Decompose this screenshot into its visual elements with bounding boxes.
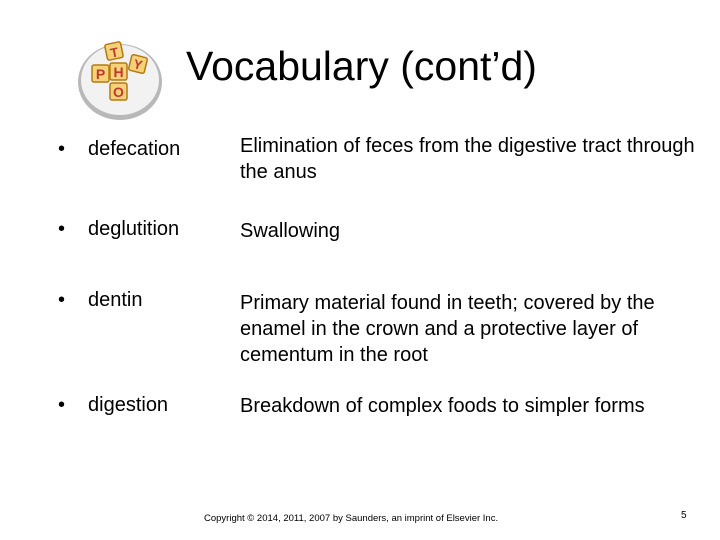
vocab-definition: Elimination of feces from the digestive tract through the anus (240, 135, 695, 183)
svg-text:Y: Y (131, 56, 144, 73)
bullet: • (58, 289, 66, 311)
slide-title: Vocabulary (cont’d) (186, 43, 537, 89)
svg-text:H: H (113, 64, 124, 80)
bullet: • (58, 394, 66, 416)
vocab-term (58, 136, 228, 162)
copyright-footer: Copyright © 2014, 2011, 2007 by Saunders, an imprint of Elsevier Inc. (204, 513, 499, 524)
svg-text:T: T (108, 44, 120, 61)
vocab-term (58, 392, 228, 418)
vocab-term-label: defecation (88, 138, 181, 160)
vocab-term-label: deglutition (88, 218, 180, 240)
vocab-term (58, 216, 228, 242)
vocab-definition: Swallowing (240, 220, 341, 242)
phonics-tiles-logo (74, 40, 164, 122)
vocab-term (58, 287, 228, 313)
svg-text:P: P (95, 66, 106, 82)
bullet: • (58, 138, 66, 160)
vocab-definition: Breakdown of complex foods to simpler forms (240, 395, 645, 417)
vocab-term-label: digestion (88, 394, 169, 416)
svg-text:O: O (113, 84, 124, 100)
bullet: • (58, 218, 66, 240)
page-number: 5 (681, 510, 687, 521)
vocab-definition: Primary material found in teeth; covered by the enamel in the crown and a protective layer of cementum in the root (240, 292, 655, 366)
vocab-term-label: dentin (88, 289, 143, 311)
